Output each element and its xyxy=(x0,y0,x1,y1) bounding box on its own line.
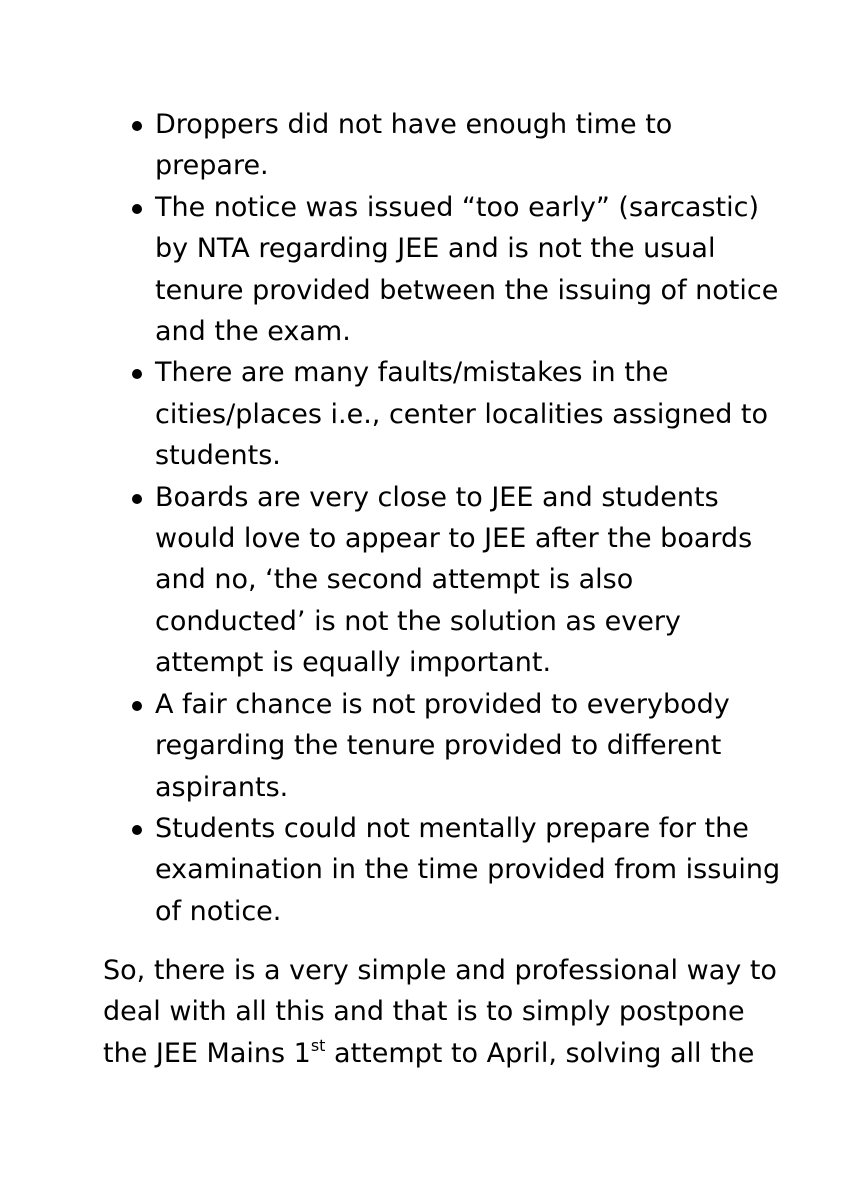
bullet-item xyxy=(0,104,849,187)
bullet-line: by NTA regarding JEE and is not the usual xyxy=(155,233,716,265)
bullet-icon xyxy=(132,204,142,214)
bullet-line: would love to appear to JEE after the boards xyxy=(155,523,753,555)
bullet-icon xyxy=(132,369,142,379)
bullet-line: conducted’ is not the solution as every xyxy=(155,605,681,637)
bullet-item xyxy=(0,352,849,476)
ordinal-superscript: st xyxy=(310,1035,326,1055)
bullet-item xyxy=(0,808,849,932)
bullet-line: attempt is equally important. xyxy=(155,647,552,679)
bullet-line: A fair chance is not provided to everybody xyxy=(155,688,730,720)
bullet-item xyxy=(0,684,849,808)
bullet-icon xyxy=(132,121,142,131)
bullet-line: prepare. xyxy=(155,150,269,182)
bullet-line: aspirants. xyxy=(155,771,289,803)
bullet-icon xyxy=(132,825,142,835)
bullet-line: regarding the tenure provided to different xyxy=(155,730,722,762)
bullet-icon xyxy=(132,494,142,504)
bullet-line: Droppers did not have enough time to xyxy=(155,109,673,140)
paragraph-line: the JEE Mains 1 xyxy=(103,1037,311,1069)
bullet-item xyxy=(0,187,849,353)
bullet-icon xyxy=(132,701,142,711)
paragraph-line: attempt to April, solving all the xyxy=(325,1037,755,1069)
body-paragraph xyxy=(103,950,803,1074)
bullet-line: examination in the time provided from issuing xyxy=(155,854,781,886)
bullet-line: cities/places i.e., center localities assigned to xyxy=(155,398,769,430)
bullet-line: students. xyxy=(155,440,281,472)
bullet-item xyxy=(0,477,849,684)
paragraph-line: So, there is a very simple and professional way to xyxy=(103,955,777,986)
bullet-line: and the exam. xyxy=(155,316,351,348)
bullet-line: of notice. xyxy=(155,895,282,927)
bullet-line: tenure provided between the issuing of notice xyxy=(155,274,779,306)
paragraph-line: deal with all this and that is to simply postpone xyxy=(103,996,745,1028)
bullet-line: Students could not mentally prepare for the xyxy=(155,812,749,844)
bullet-line: and no, ‘the second attempt is also xyxy=(155,564,634,596)
bullet-line: The notice was issued “too early” (sarcastic) xyxy=(155,191,759,223)
bullet-line: There are many faults/mistakes in the xyxy=(155,357,669,389)
bullet-line: Boards are very close to JEE and students xyxy=(155,481,719,513)
bullet-list xyxy=(0,104,849,932)
